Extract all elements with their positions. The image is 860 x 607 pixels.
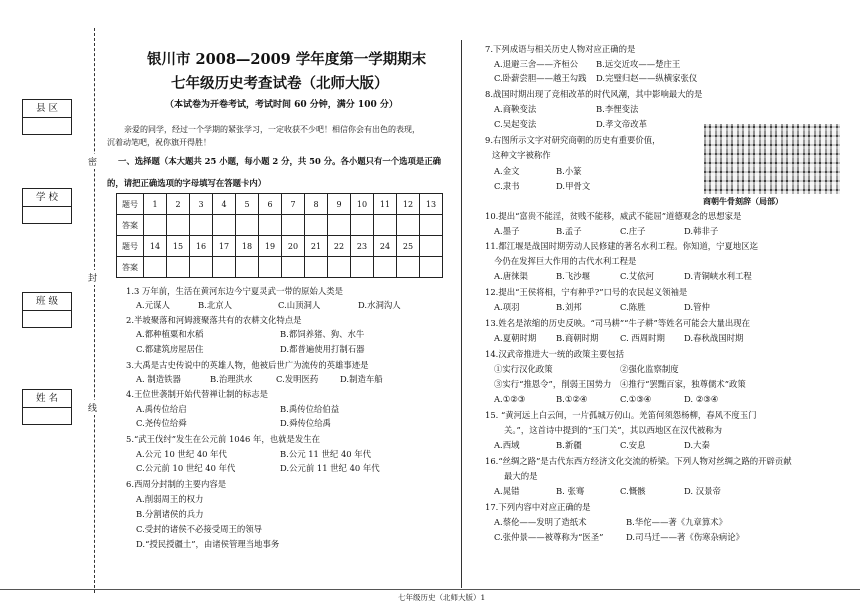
option[interactable]: C.安息 <box>620 440 646 450</box>
qnum-cell: 5 <box>236 194 259 215</box>
row-label: 答案 <box>117 257 144 278</box>
question-stem: 9.右图所示文字对研究商朝的历史有重要价值， <box>485 135 661 145</box>
statement: ③实行“推恩令”，削弱王国势力 <box>494 379 612 389</box>
option[interactable]: A.禹传位给启 <box>136 404 187 414</box>
qnum-cell: 9 <box>328 194 351 215</box>
school-label: 学 校 <box>23 189 71 207</box>
qnum-cell: 1 <box>144 194 167 215</box>
exam-title-1: 银川市 2008—2009 学年度第一学期期末 <box>147 51 427 68</box>
option[interactable]: A.西域 <box>494 440 520 450</box>
option[interactable]: C.山顶洞人 <box>278 300 321 310</box>
answer-cell[interactable] <box>282 257 305 278</box>
option[interactable]: A.公元 10 世纪 40 年代 <box>136 449 227 459</box>
answer-cell[interactable] <box>190 257 213 278</box>
option[interactable]: D.韩非子 <box>684 226 719 236</box>
option[interactable]: D.舜传位给禹 <box>280 418 331 428</box>
option[interactable]: D.司马迁——著《伤寒杂病论》 <box>626 532 744 542</box>
option[interactable]: B.北京人 <box>198 300 232 310</box>
answer-cell[interactable] <box>167 257 190 278</box>
table-row <box>117 194 443 215</box>
answer-cell[interactable] <box>328 257 351 278</box>
option[interactable]: D. ②③④ <box>684 394 719 404</box>
question-stem: 1.3 万年前，生活在黄河东边今宁夏灵武一带的原始人类是 <box>126 286 343 296</box>
option[interactable]: B.新疆 <box>556 440 582 450</box>
question-stem: 12.提出“王侯将相，宁有种乎?”口号的农民起义领袖是 <box>485 287 688 297</box>
option[interactable]: D.甲骨文 <box>556 181 591 191</box>
answer-cell[interactable] <box>397 257 420 278</box>
option[interactable]: A.退避三舍——齐桓公 <box>494 59 579 69</box>
option[interactable]: B.①②④ <box>556 394 588 404</box>
qnum-cell: 20 <box>282 236 305 257</box>
option[interactable]: B.李悝变法 <box>596 104 639 114</box>
option[interactable]: C.艾依河 <box>620 271 654 281</box>
answer-cell[interactable] <box>213 215 236 236</box>
option[interactable]: D.公元前 11 世纪 40 年代 <box>280 463 380 473</box>
option[interactable]: B.都饲养猪、狗、水牛 <box>280 329 365 339</box>
answer-cell[interactable] <box>213 257 236 278</box>
qnum-cell: 18 <box>236 236 259 257</box>
qnum-cell: 10 <box>351 194 374 215</box>
column-divider <box>461 40 462 588</box>
option[interactable]: A.①②③ <box>494 394 526 404</box>
option[interactable]: D.青铜峡水利工程 <box>684 271 752 281</box>
question-stem: 5.“武王伐纣”发生在公元前 1046 年，也就是发生在 <box>126 434 320 444</box>
statement: ④推行“罢黜百家，独尊儒术”政策 <box>620 379 746 389</box>
option[interactable]: D.水洞沟人 <box>358 300 401 310</box>
qnum-cell: 12 <box>397 194 420 215</box>
option[interactable]: C.吴起变法 <box>494 119 537 129</box>
option[interactable]: D.大秦 <box>684 440 710 450</box>
question-stem: 17.下列内容中对应正确的是 <box>485 502 591 512</box>
seal-line <box>94 28 95 593</box>
question-stem: 3.大禹是古史传说中的英雄人物，他被后世广为流传的英雄事迹是 <box>126 360 369 370</box>
option[interactable]: C.都建筑房屋居住 <box>136 344 204 354</box>
option[interactable]: A.墨子 <box>494 226 520 236</box>
qnum-cell: 14 <box>144 236 167 257</box>
qnum-cell: 19 <box>259 236 282 257</box>
option[interactable]: D.制造车船 <box>340 374 383 384</box>
option[interactable]: B.商朝时期 <box>556 333 599 343</box>
answer-cell[interactable] <box>259 257 282 278</box>
option[interactable]: C.庄子 <box>620 226 646 236</box>
option[interactable]: B.治理洪水 <box>210 374 253 384</box>
answer-cell[interactable] <box>374 257 397 278</box>
qnum-cell: 15 <box>167 236 190 257</box>
seal-xian: 线 <box>88 400 97 415</box>
image-caption: 商朝牛骨刻辞（局部） <box>703 196 783 206</box>
option[interactable]: C.尧传位给舜 <box>136 418 187 428</box>
question-stem: 16.“丝绸之路”是古代东西方经济文化交流的桥梁。下列人物对丝绸之路的开辟贡献 <box>485 456 792 466</box>
question-stem: 15. “黄河远上白云间，一片孤城万仞山。羌笛何须怨杨柳，春风不度玉门 <box>485 410 757 420</box>
row-label: 题号 <box>117 194 144 215</box>
option[interactable]: B.分割诸侯的兵力 <box>136 509 204 519</box>
option[interactable]: A.元谋人 <box>136 300 170 310</box>
option[interactable]: C.受封的诸侯不必接受周王的领导 <box>136 524 263 534</box>
seal-feng: 封 <box>88 270 97 285</box>
question-stem: 6.西周分封制的主要内容是 <box>126 479 227 489</box>
county-label: 县 区 <box>23 100 71 118</box>
option[interactable]: D.春秋战国时期 <box>684 333 744 343</box>
option[interactable]: A.商鞅变法 <box>494 104 537 114</box>
table-row <box>117 215 443 236</box>
exam-title-2: 七年级历史考查试卷（北师大版） <box>171 75 389 92</box>
row-label: 题号 <box>117 236 144 257</box>
option[interactable]: A.金文 <box>494 166 520 176</box>
footer-rule <box>0 589 860 590</box>
answer-cell[interactable] <box>397 215 420 236</box>
class-box <box>22 292 72 328</box>
qnum-cell: 4 <box>213 194 236 215</box>
question-stem: 2.半坡聚落和河姆渡聚落共有的农耕文化特点是 <box>126 315 302 325</box>
option[interactable]: B.孟子 <box>556 226 582 236</box>
option[interactable]: A.削弱周王的权力 <box>136 494 204 504</box>
option[interactable]: D. 汉景帝 <box>684 486 721 496</box>
section1-heading-2: 的，请把正确选项的字母填写在答题卡内） <box>107 178 267 188</box>
option[interactable]: B.华佗——著《九章算术》 <box>626 517 727 527</box>
answer-cell[interactable] <box>236 257 259 278</box>
answer-cell[interactable] <box>144 215 167 236</box>
option[interactable]: C.发明医药 <box>276 374 319 384</box>
answer-cell[interactable] <box>167 215 190 236</box>
option[interactable]: B.禹传位给伯益 <box>280 404 340 414</box>
qnum-cell: 24 <box>374 236 397 257</box>
name-field[interactable] <box>23 408 71 424</box>
name-box <box>22 389 72 425</box>
qnum-cell: 7 <box>282 194 305 215</box>
option[interactable]: B.远交近攻——楚庄王 <box>596 59 681 69</box>
name-label: 姓 名 <box>23 390 71 408</box>
qnum-cell: 13 <box>420 194 443 215</box>
option[interactable]: D.都普遍使用打制石器 <box>280 344 365 354</box>
school-box <box>22 188 72 224</box>
option[interactable]: C.公元前 10 世纪 40 年代 <box>136 463 236 473</box>
empty-cell <box>420 257 443 278</box>
question-stem: 7.下列成语与相关历史人物对应正确的是 <box>485 44 636 54</box>
qnum-cell: 8 <box>305 194 328 215</box>
option[interactable]: A.夏朝时期 <box>494 333 537 343</box>
question-stem: 13.姓名是浓缩的历史反映。“司马耕”“牛子耕”等姓名可能会大量出现在 <box>485 318 750 328</box>
seal-mi: 密 <box>88 154 97 169</box>
qnum-cell: 22 <box>328 236 351 257</box>
qnum-cell: 21 <box>305 236 328 257</box>
class-field[interactable] <box>23 311 71 327</box>
answer-cell[interactable] <box>259 215 282 236</box>
answer-cell[interactable] <box>351 257 374 278</box>
question-stem: 14.汉武帝推进大一统的政策主要包括 <box>485 349 624 359</box>
option[interactable]: A.唐徕渠 <box>494 271 528 281</box>
answer-cell[interactable] <box>328 215 351 236</box>
question-stem-cont: 今仍在发挥巨大作用的古代水利工程是 <box>494 256 637 266</box>
qnum-cell: 17 <box>213 236 236 257</box>
county-field[interactable] <box>23 118 71 134</box>
question-stem-cont: 这种文字被称作 <box>492 150 551 160</box>
table-row <box>117 257 443 278</box>
option[interactable]: A.都种植粟和水稻 <box>136 329 204 339</box>
qnum-cell: 3 <box>190 194 213 215</box>
answer-table <box>116 193 443 278</box>
class-label: 班 级 <box>23 293 71 311</box>
option[interactable]: C.张仲景——被尊称为“医圣” <box>494 532 604 542</box>
question-stem-cont: 关。”，这首诗中提到的“玉门关”，其以西地区在汉代被称为 <box>504 425 723 435</box>
question-stem-cont: 最大的是 <box>504 471 538 481</box>
qnum-cell: 11 <box>374 194 397 215</box>
intro-line-2: 沉着动笔吧，祝你旗开得胜！ <box>107 138 211 147</box>
question-stem: 4.王位世袭制开始代替禅让制的标志是 <box>126 389 268 399</box>
option[interactable]: C.卧薪尝胆——越王勾践 <box>494 73 587 83</box>
answer-cell[interactable] <box>305 257 328 278</box>
answer-cell[interactable] <box>282 215 305 236</box>
option[interactable]: D.完璧归赵——纵横家张仪 <box>596 73 698 83</box>
empty-cell <box>420 236 443 257</box>
option[interactable]: C. 西周时期 <box>620 333 665 343</box>
option[interactable]: B. 张骞 <box>556 486 585 496</box>
row-label: 答案 <box>117 215 144 236</box>
question-stem: 11.都江堰是战国时期劳动人民修建的著名水利工程。你知道，宁夏地区迄 <box>485 241 758 251</box>
section1-heading-1: 一、选择题（本大题共 25 小题，每小题 2 分，共 50 分。各小题只有一个选项是正确 <box>118 156 442 166</box>
option[interactable]: D.孝文帝改革 <box>596 119 647 129</box>
answer-cell[interactable] <box>305 215 328 236</box>
option[interactable]: C.慨骸 <box>620 486 646 496</box>
option[interactable]: D.管仲 <box>684 302 710 312</box>
option[interactable]: D.“授民授疆土”，由诸侯管理当地事务 <box>136 539 280 549</box>
option[interactable]: A.晁错 <box>494 486 520 496</box>
qnum-cell: 6 <box>259 194 282 215</box>
option[interactable]: C.①③④ <box>620 394 652 404</box>
oracle-bone-inscription-image <box>704 124 840 194</box>
option[interactable]: B.小篆 <box>556 166 582 176</box>
county-box <box>22 99 72 135</box>
option[interactable]: B.公元 11 世纪 40 年代 <box>280 449 372 459</box>
option[interactable]: B.刘邦 <box>556 302 582 312</box>
answer-cell[interactable] <box>190 215 213 236</box>
intro-line-1: 亲爱的同学，经过一个学期的紧张学习，一定收获不少吧！相信你会有出色的表现， <box>124 125 420 134</box>
option[interactable]: B.飞沙堰 <box>556 271 590 281</box>
answer-cell[interactable] <box>236 215 259 236</box>
statement: ①实行汉化政策 <box>494 364 553 374</box>
qnum-cell: 16 <box>190 236 213 257</box>
school-field[interactable] <box>23 207 71 223</box>
exam-subtitle: （本试卷为开卷考试，考试时间 60 分钟，满分 100 分） <box>165 100 398 110</box>
answer-cell[interactable] <box>144 257 167 278</box>
statement: ②强化监察制度 <box>620 364 679 374</box>
qnum-cell: 25 <box>397 236 420 257</box>
question-stem: 8.战国时期出现了竞相改革的时代风潮，其中影响最大的是 <box>485 89 703 99</box>
question-stem: 10.提出“富贵不能淫，贫贱不能移，威武不能屈”道德观念的思想家是 <box>485 211 742 221</box>
option[interactable]: A.项羽 <box>494 302 520 312</box>
qnum-cell: 23 <box>351 236 374 257</box>
option[interactable]: A. 制造铁器 <box>136 374 181 384</box>
option[interactable]: A.蔡伦——发明了造纸术 <box>494 517 587 527</box>
answer-cell[interactable] <box>420 215 443 236</box>
option[interactable]: C.隶书 <box>494 181 520 191</box>
qnum-cell: 2 <box>167 194 190 215</box>
page-footer: 七年级历史（北师大版）1 <box>398 593 486 602</box>
table-row <box>117 236 443 257</box>
answer-cell[interactable] <box>351 215 374 236</box>
answer-cell[interactable] <box>374 215 397 236</box>
option[interactable]: C.陈胜 <box>620 302 646 312</box>
